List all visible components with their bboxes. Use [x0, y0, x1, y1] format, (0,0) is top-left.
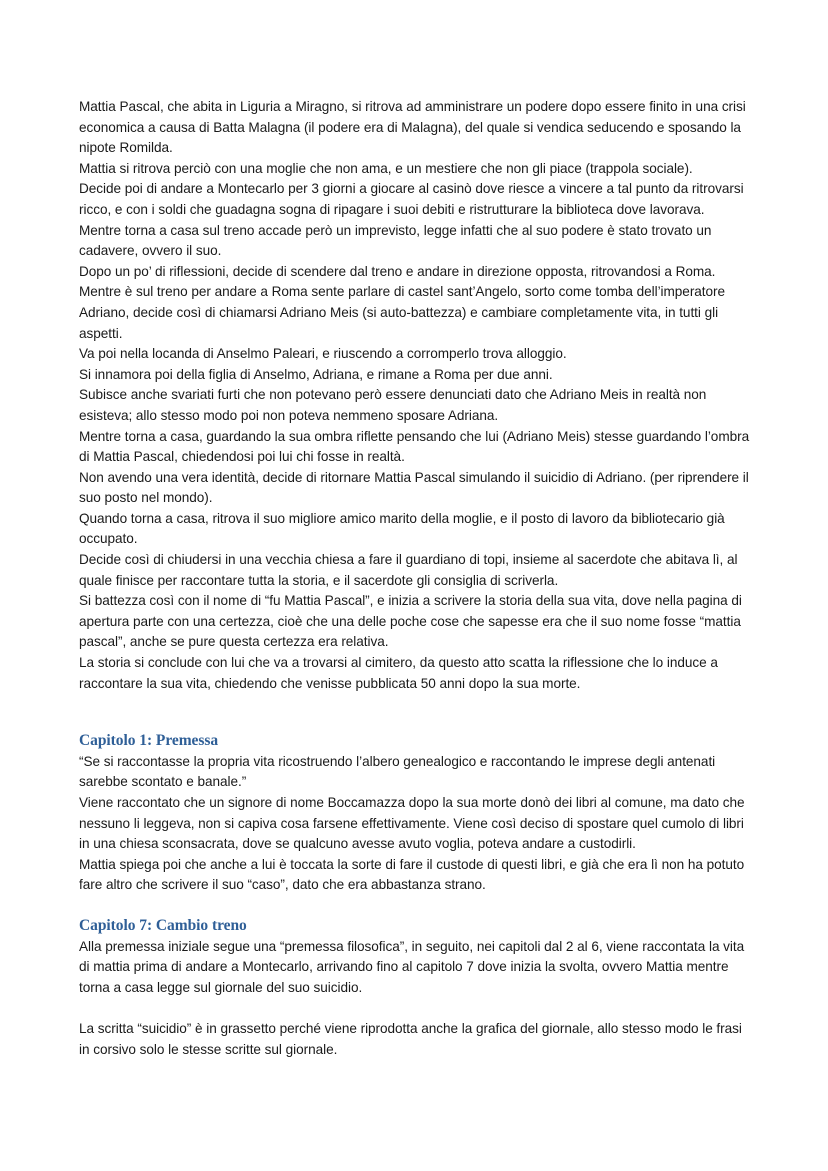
chapter-1-paragraph-2: Viene raccontato che un signore di nome Boccamazza dopo la sua morte donò dei libri al comune, ma dato che nessuno li leggeva, non si capiva cosa farsene effettivamente. Viene così deciso di spostare quel cumolo di libri in una chiesa sconsacrata, dove se qualcuno avesse avuto voglia, poteva andare a custodirli. [79, 795, 745, 852]
chapter-1-heading: Capitolo 1: Premessa [79, 732, 219, 750]
intro-paragraph-12: Quando torna a casa, ritrova il suo migliore amico marito della moglie, e il posto di lavoro da bibliotecario già occupato. [79, 510, 725, 547]
section-spacer [79, 694, 751, 731]
intro-paragraph-14: Si battezza così con il nome di “fu Mattia Pascal”, e inizia a scrivere la storia della sua vita, dove nella pagina di apertura parte con una certezza, cioè che una delle poche cose che sapesse era che il suo nome fosse “mattia pascal”, anche se pure questa certezza era relativa. [79, 593, 742, 650]
chapter-7-heading: Capitolo 7: Cambio treno [79, 916, 247, 934]
intro-paragraph-11: Non avendo una vera identità, decide di ritornare Mattia Pascal simulando il suicidio di Adriano. (per riprendere il suo posto nel mondo). [79, 469, 749, 506]
intro-paragraph-8: Si innamora poi della figlia di Anselmo, Adriana, e rimane a Roma per due anni. [79, 366, 553, 382]
intro-paragraph-2: Mattia si ritrova perciò con una moglie che non ama, e un mestiere che non gli piace (trappola sociale). [79, 160, 693, 176]
chapter-1-paragraph-3: Mattia spiega poi che anche a lui è toccata la sorte di fare il custode di questi libri, e già che era lì non ha potuto fare altro che scrivere il suo “caso”, dato che era abbastanza strano. [79, 856, 745, 893]
intro-paragraph-15: La storia si conclude con lui che va a trovarsi al cimitero, da questo atto scatta la riflessione che lo induce a raccontare la sua vita, chiedendo che venisse pubblicata 50 anni dopo la sua morte. [79, 655, 718, 691]
chapter-1-section [79, 731, 751, 896]
intro-paragraph-7: Va poi nella locanda di Anselmo Paleari, e riuscendo a corromperlo trova alloggio. [79, 346, 567, 362]
intro-section [79, 97, 751, 694]
chapter-7-section [79, 916, 751, 1060]
intro-paragraph-6: Mentre è sul treno per andare a Roma sente parlare di castel sant’Angelo, sorto come tomba dell’imperatore Adriano, decide così di chiamarsi Adriano Meis (si auto-battezza) e cambiare completamente vita, in tutti gli aspetti. [79, 284, 726, 341]
document-page [79, 97, 751, 1060]
paragraph-spacer [79, 998, 751, 1019]
section-spacer [79, 896, 751, 916]
intro-paragraph-4: Mentre torna a casa sul treno accade però un imprevisto, legge infatti che al suo podere è stato trovato un cadavere, ovvero il suo. [79, 222, 712, 259]
intro-paragraph-9: Subisce anche svariati furti che non potevano però essere denunciati dato che Adriano Meis in realtà non esisteva; allo stesso modo poi non poteva nemmeno sposare Adriana. [79, 387, 707, 423]
intro-paragraph-1: Mattia Pascal, che abita in Liguria a Miragno, si ritrova ad amministrare un podere dopo essere finito in una crisi economica a causa di Batta Malagna (il podere era di Malagna), del quale si vendica seducendo e sposando la nipote Romilda. [79, 99, 746, 156]
chapter-1-paragraph-1: “Se si raccontasse la propria vita ricostruendo l’albero genealogico e raccontando le imprese degli antenati sarebbe scontato e banale.” [79, 753, 716, 790]
intro-paragraph-3: Decide poi di andare a Montecarlo per 3 giorni a giocare al casinò dove riesce a vincere a tal punto da ritrovarsi ricco, e con i soldi che guadagna sogna di ripagare i suoi debiti e ristrutturare la biblioteca dove lavorava. [79, 181, 744, 217]
chapter-7-paragraph-1: Alla premessa iniziale segue una “premessa filosofica”, in seguito, nei capitoli dal 2 al 6, viene raccontata la vita di mattia prima di andare a Montecarlo, arrivando fino al capitolo 7 dove inizia la svolta, ovvero Mattia mentre torna a casa legge sul giornale del suo suicidio. [79, 938, 745, 995]
intro-paragraph-13: Decide così di chiudersi in una vecchia chiesa a fare il guardiano di topi, insieme al sacerdote che abitava lì, al quale finisce per raccontare tutta la storia, e il sacerdote gli consiglia di scriverla. [79, 552, 738, 588]
intro-paragraph-5: Dopo un po’ di riflessioni, decide di scendere dal treno e andare in direzione opposta, ritrovandosi a Roma. [79, 263, 716, 279]
chapter-7-paragraph-2: La scritta “suicidio” è in grassetto perché viene riprodotta anche la grafica del giornale, allo stesso modo le frasi in corsivo solo le stesse scritte sul giornale. [79, 1020, 742, 1057]
intro-paragraph-10: Mentre torna a casa, guardando la sua ombra riflette pensando che lui (Adriano Meis) stesse guardando l’ombra di Mattia Pascal, chiedendosi poi lui chi fosse in realtà. [79, 428, 750, 465]
